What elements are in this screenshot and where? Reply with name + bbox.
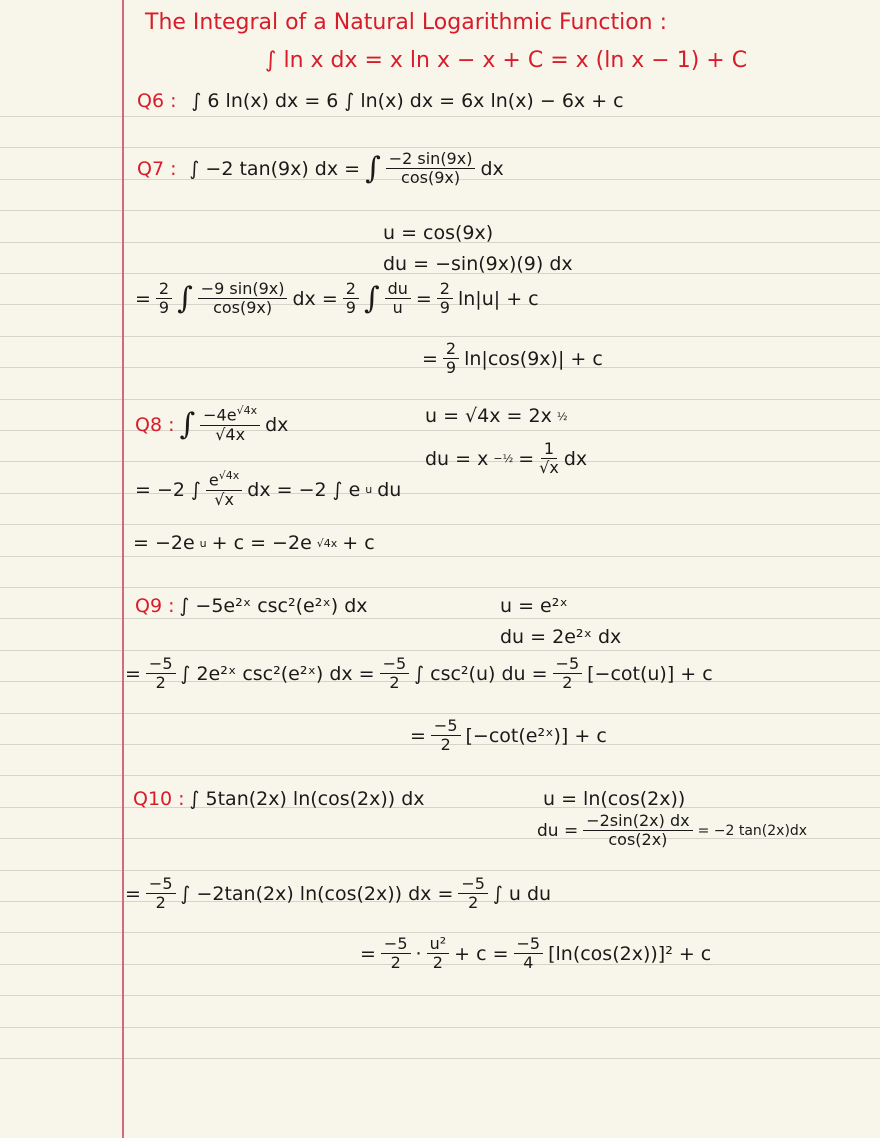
fraction bbox=[514, 935, 544, 973]
denominator: 2 bbox=[562, 673, 573, 693]
fraction bbox=[146, 655, 176, 693]
q7-line4 bbox=[422, 340, 603, 378]
denominator: cos(9x) bbox=[213, 298, 273, 318]
q10-line4 bbox=[360, 935, 711, 973]
eq: = bbox=[422, 347, 438, 370]
denominator: 2 bbox=[440, 735, 451, 755]
eq: = bbox=[360, 942, 376, 965]
q7-label: Q7 : bbox=[137, 157, 177, 180]
text: dx = bbox=[292, 287, 338, 310]
q6-work: ∫ 6 ln(x) dx = 6 ∫ ln(x) dx = 6x ln(x) − 6x + c bbox=[191, 90, 624, 112]
integral-sign: ∫ bbox=[365, 150, 381, 186]
integral-sign: ∫ bbox=[179, 406, 196, 442]
text: [−cot(e²ˣ)] + c bbox=[465, 724, 607, 747]
q9-line bbox=[135, 595, 368, 617]
denominator: 9 bbox=[158, 298, 170, 318]
fraction bbox=[583, 812, 692, 850]
text: ln|u| + c bbox=[457, 287, 539, 310]
q10-work: ∫ 5tan(2x) ln(cos(2x)) dx bbox=[189, 788, 425, 810]
text: = −2e bbox=[133, 532, 195, 554]
text: = bbox=[518, 447, 535, 470]
numerator: 2 bbox=[437, 280, 453, 299]
text: ∫ csc²(u) du = bbox=[414, 662, 548, 685]
denominator: √4x bbox=[215, 424, 246, 444]
numerator: −5 bbox=[458, 875, 488, 894]
q9-line4 bbox=[410, 717, 607, 755]
fraction bbox=[458, 875, 488, 913]
text: −4e bbox=[203, 405, 237, 425]
q7-u: u = cos(9x) bbox=[383, 222, 494, 244]
numerator: −2sin(2x) dx bbox=[583, 812, 692, 831]
exponent: u bbox=[199, 536, 207, 550]
fraction bbox=[553, 655, 583, 693]
fraction bbox=[206, 470, 242, 509]
fraction bbox=[386, 150, 476, 188]
text: du = bbox=[537, 820, 579, 841]
fraction bbox=[437, 280, 453, 318]
exponent: √4x bbox=[236, 404, 258, 417]
numerator: 1 bbox=[541, 440, 557, 459]
text: ∫ 2e²ˣ csc²(e²ˣ) dx = bbox=[180, 662, 375, 685]
text: ∫ −2tan(2x) ln(cos(2x)) dx = bbox=[180, 882, 454, 905]
numerator: −5 bbox=[381, 935, 411, 954]
q7-lhs: ∫ −2 tan(9x) dx = bbox=[189, 157, 361, 180]
numerator: −5 bbox=[553, 655, 583, 674]
rule-line bbox=[0, 1027, 880, 1028]
text: + c bbox=[342, 532, 375, 554]
rule-line bbox=[0, 1058, 880, 1059]
denominator: 2 bbox=[390, 953, 401, 973]
text: ln|cos(9x)| + c bbox=[464, 347, 603, 370]
q7-line3 bbox=[135, 280, 539, 318]
numerator bbox=[200, 405, 260, 426]
numerator: du bbox=[385, 280, 411, 299]
fraction bbox=[200, 405, 260, 444]
text: + c = −2e bbox=[211, 532, 312, 554]
exponent: √4x bbox=[218, 469, 240, 482]
denominator: u bbox=[392, 298, 403, 318]
denominator: 2 bbox=[468, 893, 479, 913]
fraction bbox=[198, 280, 288, 318]
rule-line bbox=[0, 493, 880, 494]
numerator: −9 sin(9x) bbox=[198, 280, 288, 299]
rule-line bbox=[0, 650, 880, 651]
exponent: −½ bbox=[493, 452, 514, 466]
text: u = √4x = 2x bbox=[425, 405, 552, 427]
fraction bbox=[146, 875, 176, 913]
rule-line bbox=[0, 870, 880, 871]
text: dx = −2 ∫ e bbox=[247, 478, 361, 501]
rule-line bbox=[0, 807, 880, 808]
q10-line3 bbox=[125, 875, 551, 913]
numerator: −2 sin(9x) bbox=[386, 150, 476, 169]
q8-label: Q8 : bbox=[135, 413, 175, 436]
fraction bbox=[385, 280, 411, 318]
q9-work: ∫ −5e²ˣ csc²(e²ˣ) dx bbox=[179, 595, 368, 617]
fraction bbox=[539, 440, 559, 478]
denominator: √x bbox=[214, 489, 234, 509]
numerator: −5 bbox=[380, 655, 410, 674]
exponent: ½ bbox=[556, 409, 568, 423]
text: du bbox=[377, 478, 402, 501]
exponent: u bbox=[365, 483, 373, 497]
fraction bbox=[427, 935, 450, 973]
denominator: cos(2x) bbox=[608, 830, 668, 850]
denominator: 2 bbox=[155, 893, 166, 913]
fraction bbox=[431, 717, 461, 755]
numerator: u² bbox=[427, 935, 450, 954]
rule-line bbox=[0, 210, 880, 211]
integral-sign: ∫ bbox=[177, 280, 193, 316]
rule-line bbox=[0, 775, 880, 776]
exponent: √4x bbox=[316, 536, 338, 550]
eq: = bbox=[125, 662, 141, 685]
denominator: 2 bbox=[155, 673, 166, 693]
q10-line bbox=[133, 788, 425, 810]
denominator: 9 bbox=[445, 358, 457, 378]
numerator: −5 bbox=[146, 875, 176, 894]
q6-line bbox=[137, 90, 624, 112]
q10-u: u = ln(cos(2x)) bbox=[543, 788, 686, 810]
rule-line bbox=[0, 430, 880, 431]
text: = bbox=[415, 287, 432, 310]
denominator: √x bbox=[539, 458, 559, 478]
denominator: 2 bbox=[389, 673, 400, 693]
page-title: The Integral of a Natural Logarithmic Function : bbox=[145, 10, 668, 35]
numerator: −5 bbox=[146, 655, 176, 674]
numerator: 2 bbox=[156, 280, 172, 299]
text: [ln(cos(2x))]² + c bbox=[548, 942, 712, 965]
fraction bbox=[156, 280, 172, 318]
fraction bbox=[343, 280, 359, 318]
ln-integral-formula: ∫ ln x dx = x ln x − x + C = x (ln x − 1) + C bbox=[265, 48, 748, 73]
q9-du: du = 2e²ˣ dx bbox=[500, 626, 622, 648]
integral-sign: ∫ bbox=[363, 280, 380, 316]
rule-line bbox=[0, 116, 880, 117]
rule-line bbox=[0, 995, 880, 996]
eq: = bbox=[410, 724, 426, 747]
text: dx bbox=[265, 413, 289, 436]
q7-line bbox=[137, 150, 504, 188]
text: = −2 ∫ bbox=[135, 478, 201, 501]
q8-line4 bbox=[133, 532, 375, 554]
rule-line bbox=[0, 587, 880, 588]
q8-line3 bbox=[135, 470, 401, 509]
denominator: cos(9x) bbox=[401, 168, 461, 188]
numerator: −5 bbox=[514, 935, 544, 954]
text: du = x bbox=[425, 447, 489, 470]
text: = −2 tan(2x)dx bbox=[697, 822, 808, 839]
q9-line3 bbox=[125, 655, 713, 693]
denominator: 9 bbox=[345, 298, 356, 318]
text: e bbox=[208, 470, 219, 490]
q10-du bbox=[537, 812, 807, 850]
denominator: 9 bbox=[439, 298, 450, 318]
q7-dx: dx bbox=[480, 157, 504, 180]
text: ∫ u du bbox=[492, 882, 552, 905]
q9-u: u = e²ˣ bbox=[500, 595, 568, 617]
eq: = bbox=[125, 882, 141, 905]
fraction bbox=[443, 340, 459, 378]
q10-label: Q10 : bbox=[133, 788, 185, 810]
numerator bbox=[206, 470, 242, 491]
rule-line bbox=[0, 618, 880, 619]
text: [−cot(u)] + c bbox=[587, 662, 713, 685]
eq: = bbox=[135, 287, 151, 310]
margin-line bbox=[122, 0, 124, 1138]
q8-du bbox=[425, 440, 587, 478]
numerator: 2 bbox=[343, 280, 359, 299]
q8-u bbox=[425, 405, 567, 427]
text: · bbox=[415, 942, 422, 965]
rule-line bbox=[0, 336, 880, 337]
q9-label: Q9 : bbox=[135, 595, 175, 617]
q8-line bbox=[135, 405, 288, 444]
rule-line bbox=[0, 399, 880, 400]
numerator: 2 bbox=[443, 340, 459, 359]
rule-line bbox=[0, 556, 880, 557]
fraction bbox=[381, 935, 411, 973]
fraction bbox=[380, 655, 410, 693]
rule-line bbox=[0, 713, 880, 714]
q7-du: du = −sin(9x)(9) dx bbox=[383, 253, 573, 275]
text: + c = bbox=[454, 942, 509, 965]
denominator: 2 bbox=[432, 953, 443, 973]
numerator: −5 bbox=[431, 717, 461, 736]
denominator: 4 bbox=[523, 953, 534, 973]
q6-label: Q6 : bbox=[137, 90, 177, 112]
text: dx bbox=[563, 447, 588, 470]
rule-line bbox=[0, 524, 880, 525]
